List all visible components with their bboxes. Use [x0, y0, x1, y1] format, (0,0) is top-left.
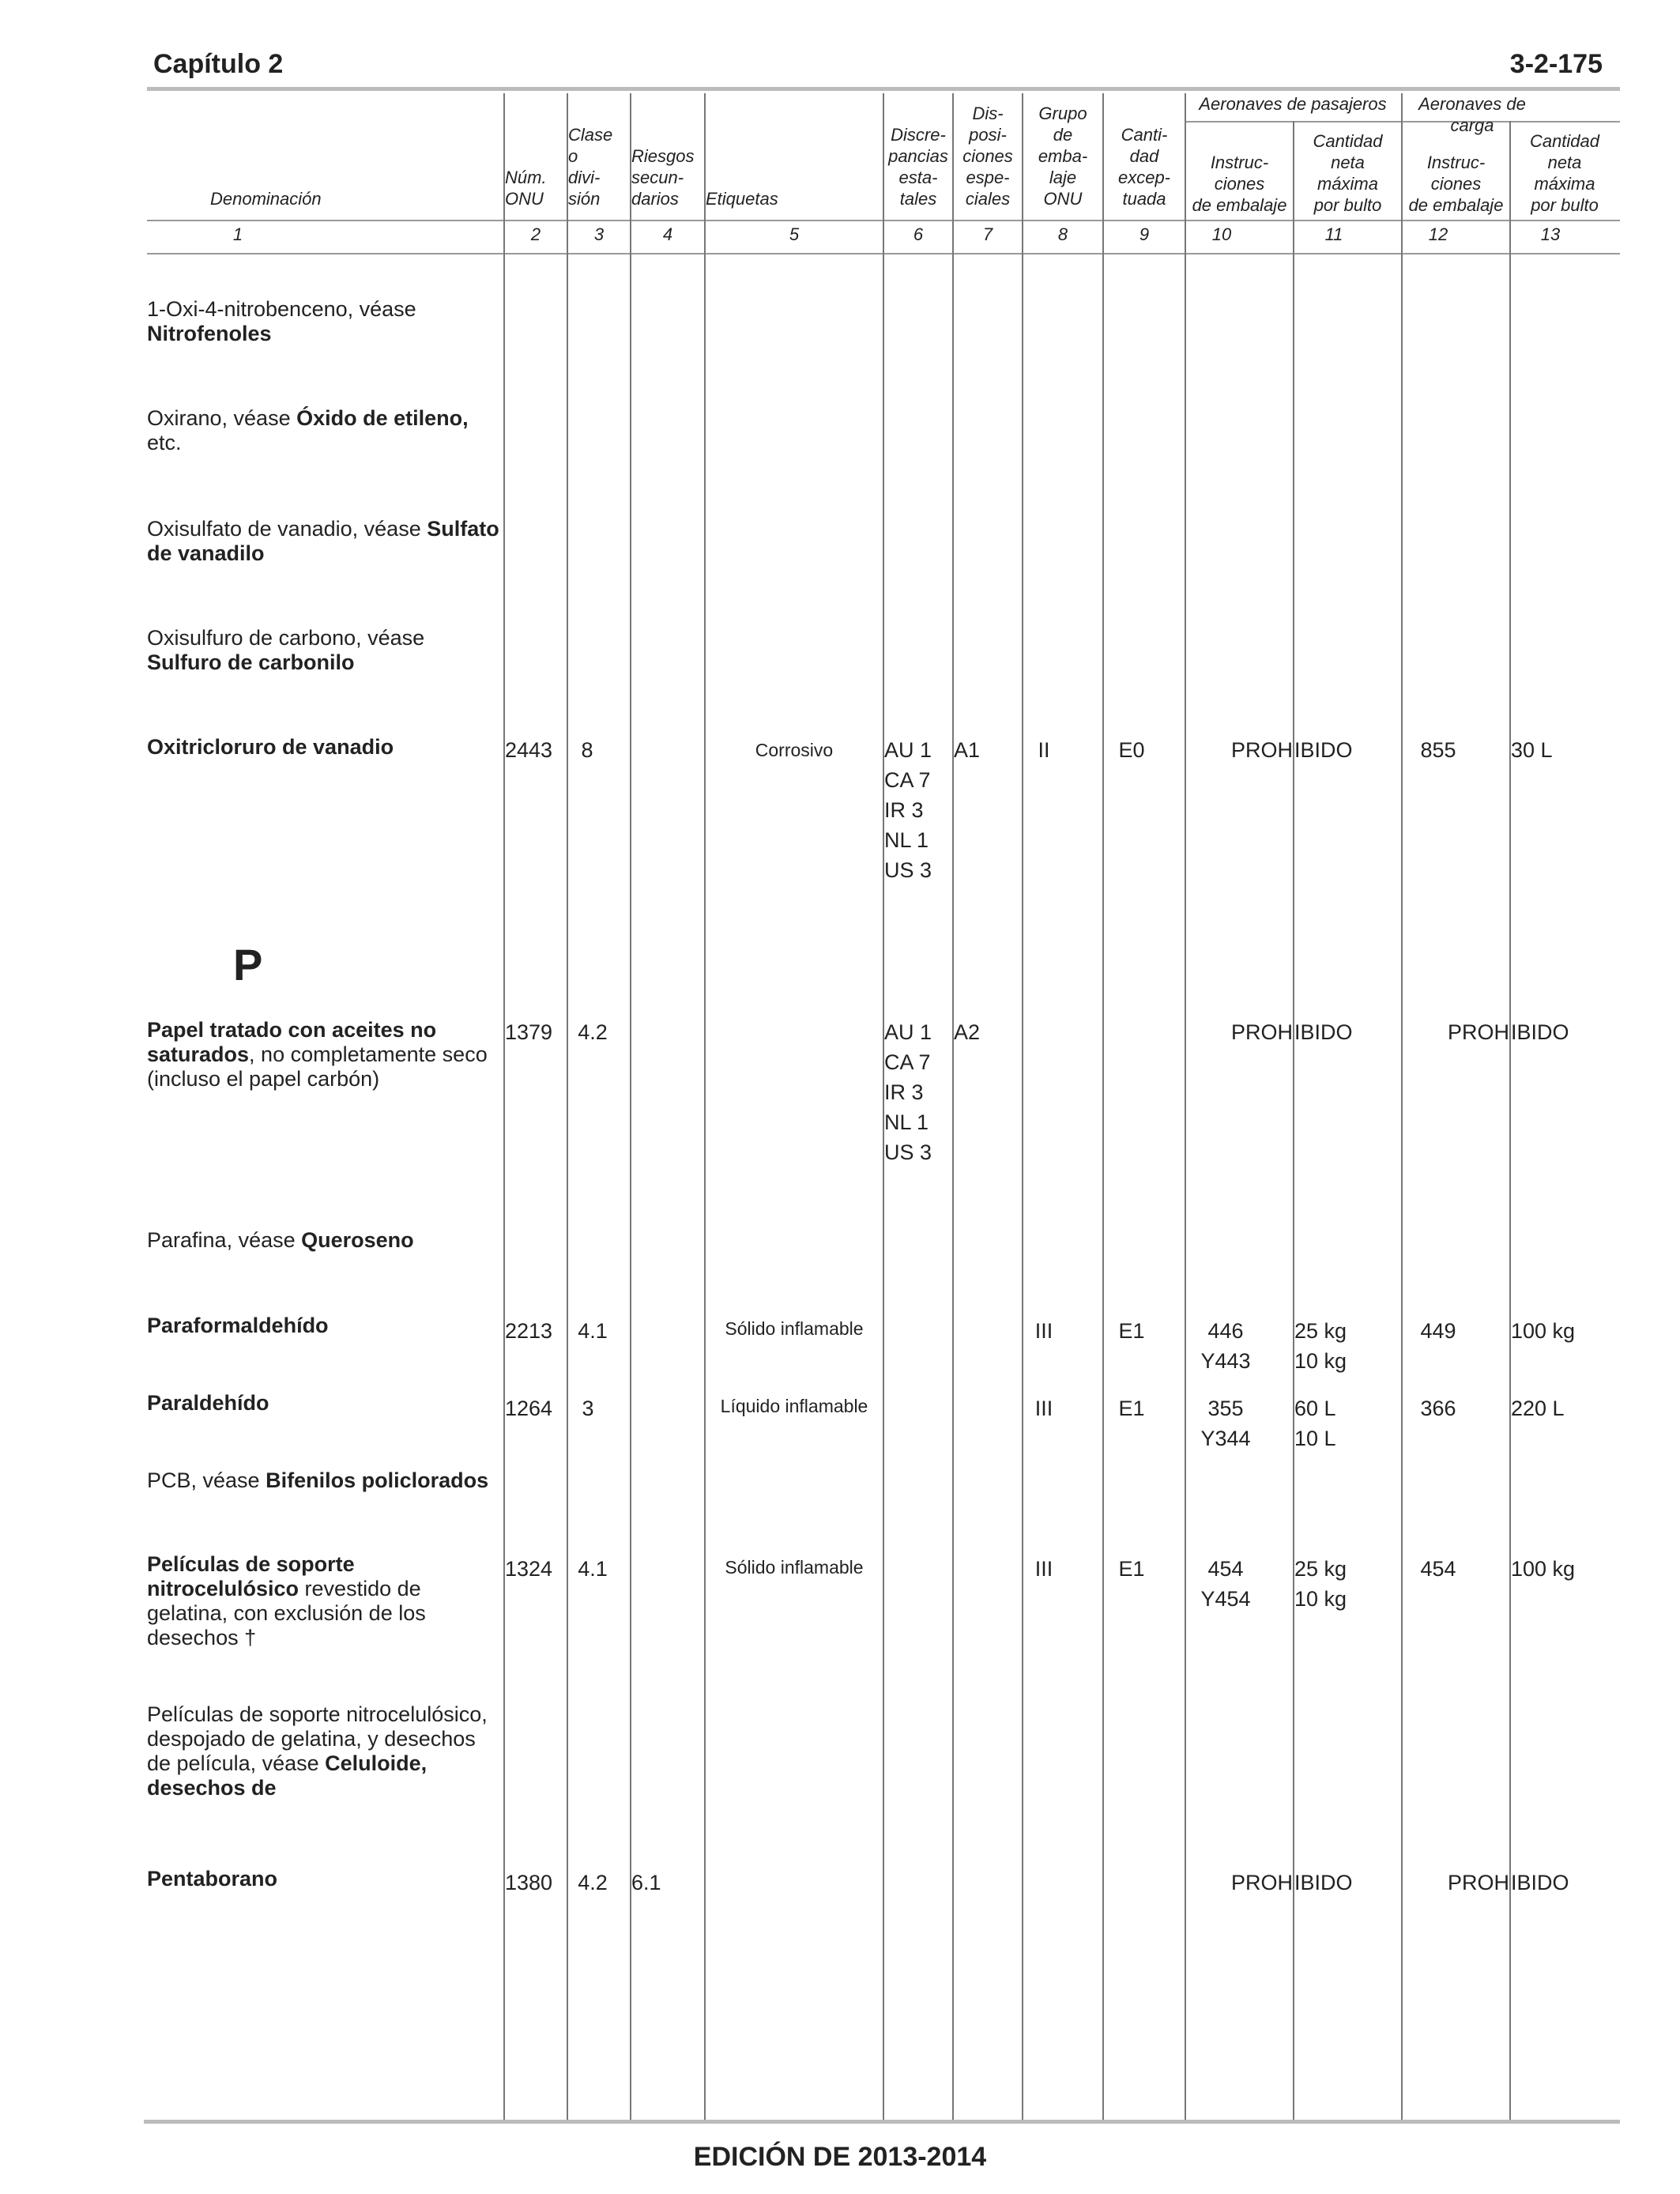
cargo-packing-instruction: 449	[1420, 1319, 1456, 1343]
col-number: 5	[789, 224, 800, 244]
entry-name: Oxitricloruro de vanadio	[147, 735, 394, 759]
col-divider	[1022, 93, 1023, 2120]
page-number: 3-2-175	[1509, 49, 1603, 79]
pax-packing-instruction: 454 Y454	[1200, 1557, 1251, 1611]
excepted-quantity: E0	[1118, 738, 1145, 762]
pax-max-quantity: 25 kg 10 kg	[1294, 1319, 1347, 1373]
entry-name: Oxisulfuro de carbono, véase Sulfuro de carbonilo	[147, 626, 425, 674]
cargo-packing-instruction: PROH	[1447, 1871, 1509, 1894]
entry-name: Paraformaldehído	[147, 1314, 329, 1337]
cargo-packing-instruction: 366	[1420, 1397, 1456, 1420]
special-provisions: A1	[954, 738, 981, 762]
entry-name: Pentaborano	[147, 1867, 278, 1891]
hazard-class: 3	[582, 1397, 594, 1420]
packing-group: II	[1038, 738, 1050, 762]
col-header-denominacion: Denominación	[210, 189, 322, 209]
col-number: 4	[662, 224, 673, 244]
entry-name: Paraldehído	[147, 1391, 269, 1415]
col-header-pax-max-qty: Cantidad neta máxima por bulto	[1313, 131, 1383, 215]
entry-name: Parafina, véase Queroseno	[147, 1228, 414, 1252]
cargo-packing-instruction: 855	[1420, 738, 1456, 762]
col-number: 12	[1428, 224, 1448, 244]
pax-max-quantity: 60 L 10 L	[1294, 1397, 1336, 1450]
un-number: 1379	[505, 1020, 553, 1044]
col-header-state-variations: Discre- pancias esta- tales	[888, 125, 948, 209]
cargo-max-quantity: 100 kg	[1511, 1557, 1576, 1581]
col-divider	[1185, 93, 1186, 2120]
un-number: 1264	[505, 1397, 553, 1420]
excepted-quantity: E1	[1118, 1397, 1145, 1420]
state-variations: AU 1 CA 7 IR 3 NL 1 US 3	[884, 1020, 932, 1164]
hazard-class: 4.2	[578, 1020, 608, 1044]
col-number: 8	[1057, 224, 1068, 244]
cargo-packing-instruction: 454	[1420, 1557, 1456, 1581]
col-header-labels: Etiquetas	[706, 189, 778, 209]
edition-footer: EDICIÓN DE 2013-2014	[693, 2142, 987, 2172]
excepted-quantity: E1	[1118, 1319, 1145, 1343]
col-number: 1	[232, 224, 243, 244]
cargo-max-quantity: IBIDO	[1511, 1020, 1569, 1044]
entry-name: Películas de soporte nitrocelulósico, despojado de gelatina, y desechos de película, véase Celuloide, desechos de	[147, 1702, 488, 1800]
col-number: 13	[1540, 224, 1561, 244]
entry-name: Oxirano, véase Óxido de etileno, etc.	[147, 406, 469, 454]
col-number: 3	[593, 224, 605, 244]
entry-name: Películas de soporte nitrocelulósico revestido de gelatina, con exclusión de los desechos †	[147, 1552, 426, 1649]
pax-max-quantity: 25 kg 10 kg	[1294, 1557, 1347, 1611]
pax-packing-instruction: PROH	[1230, 1871, 1293, 1894]
col-header-packing-group: Grupo de emba- laje ONU	[1038, 104, 1088, 209]
footer-rule	[144, 2120, 1620, 2124]
col-header-cargo-max-qty: Cantidad neta máxima por bulto	[1529, 131, 1600, 215]
cargo-max-quantity: IBIDO	[1511, 1871, 1569, 1894]
special-provisions: A2	[954, 1020, 981, 1044]
col-header-special-provisions: Dis- posi- ciones espe- ciales	[962, 104, 1013, 209]
col-header-subsidiary-risks: Riesgos secun- darios	[631, 146, 695, 209]
entry-name: Papel tratado con aceites no saturados, no completamente seco (incluso el papel carbón)	[147, 1018, 488, 1091]
excepted-quantity: E1	[1118, 1557, 1145, 1581]
col-header-passenger-aircraft: Aeronaves de pasajeros	[1199, 94, 1387, 114]
hazard-class: 4.2	[578, 1871, 608, 1894]
col-number: 6	[913, 224, 924, 244]
col-divider	[1401, 93, 1403, 2120]
un-number: 2443	[505, 738, 553, 762]
col-divider	[1509, 121, 1511, 2120]
col-header-un-number: Núm. ONU	[505, 168, 547, 209]
col-divider	[952, 93, 954, 2120]
packing-group: III	[1034, 1397, 1053, 1420]
col-divider	[567, 93, 568, 2120]
un-number: 1380	[505, 1871, 553, 1894]
label: Sólido inflamable	[725, 1557, 864, 1578]
label: Corrosivo	[755, 740, 834, 760]
col-header-excepted-qty: Canti- dad excep- tuada	[1117, 125, 1171, 209]
un-number: 2213	[505, 1319, 553, 1343]
pax-packing-instruction: 355 Y344	[1200, 1397, 1251, 1450]
cargo-packing-instruction: PROH	[1447, 1020, 1509, 1044]
col-number: 2	[530, 224, 541, 244]
pax-max-quantity: IBIDO	[1294, 1020, 1353, 1044]
entry-name: Oxisulfato de vanadio, véase Sulfato de vanadilo	[147, 517, 499, 565]
cargo-max-quantity: 30 L	[1511, 738, 1553, 762]
col-divider	[1102, 93, 1104, 2120]
state-variations: AU 1 CA 7 IR 3 NL 1 US 3	[884, 738, 932, 882]
packing-group: III	[1034, 1319, 1053, 1343]
chapter-title: Capítulo 2	[153, 49, 284, 79]
col-number: 10	[1211, 224, 1232, 244]
hazard-class: 4.1	[578, 1319, 608, 1343]
col-divider	[630, 93, 631, 2120]
col-header-cargo-aircraft: Aeronaves de carga	[1418, 94, 1526, 135]
pax-packing-instruction: PROH	[1230, 738, 1293, 762]
pax-packing-instruction: PROH	[1230, 1020, 1293, 1044]
hazard-class: 8	[581, 738, 593, 762]
col-number: 11	[1324, 224, 1343, 244]
col-header-cargo-instructions: Instruc- ciones de embalaje	[1408, 153, 1504, 215]
pax-max-quantity: IBIDO	[1294, 738, 1353, 762]
col-header-pax-instructions: Instruc- ciones de embalaje	[1192, 153, 1287, 215]
col-number: 9	[1139, 224, 1150, 244]
col-number: 7	[982, 224, 993, 244]
col-divider	[503, 93, 505, 2120]
hazard-class: 4.1	[578, 1557, 608, 1581]
entry-name: PCB, véase Bifenilos policlorados	[147, 1468, 489, 1492]
cargo-max-quantity: 220 L	[1511, 1397, 1565, 1420]
label: Líquido inflamable	[720, 1396, 868, 1416]
packing-group: III	[1034, 1557, 1053, 1581]
section-letter: P	[233, 940, 263, 990]
col-divider	[704, 93, 706, 2120]
subsidiary-risk: 6.1	[631, 1871, 661, 1894]
cargo-max-quantity: 100 kg	[1511, 1319, 1576, 1343]
col-divider	[1293, 121, 1294, 2120]
header-rule	[147, 87, 1620, 91]
entry-name: 1-Oxi-4-nitrobenceno, véase Nitrofenoles	[147, 297, 416, 345]
col-header-class: Clase o divi- sión	[568, 125, 613, 209]
label: Sólido inflamable	[725, 1318, 864, 1339]
pax-packing-instruction: 446 Y443	[1200, 1319, 1251, 1373]
pax-max-quantity: IBIDO	[1294, 1871, 1353, 1894]
un-number: 1324	[505, 1557, 553, 1581]
